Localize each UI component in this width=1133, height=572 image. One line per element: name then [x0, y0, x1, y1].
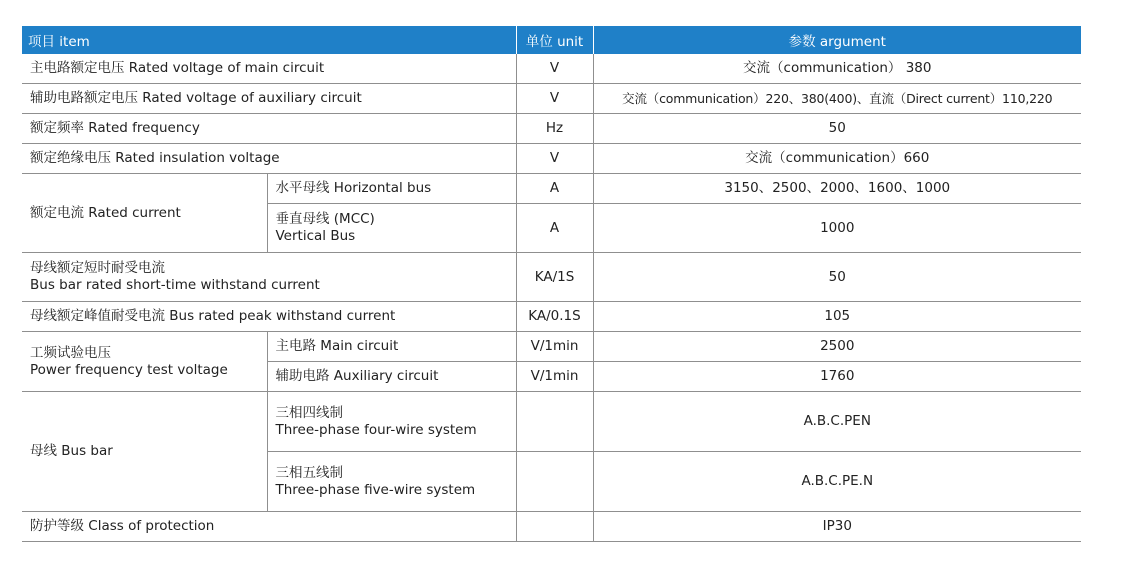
unit-cell — [516, 452, 593, 512]
value-cell: 交流（communication）220、380(400)、直流（Direct current）110,220 — [593, 84, 1081, 114]
unit-cell: A — [516, 204, 593, 253]
item-line: 母线额定短时耐受电流 — [30, 260, 165, 276]
value-cell: 50 — [593, 114, 1081, 144]
sub-item-cell: 主电路 Main circuit — [267, 332, 516, 362]
value-cell: 105 — [593, 302, 1081, 332]
value-cell: 交流（communication） 380 — [593, 54, 1081, 84]
table-row — [22, 144, 1081, 174]
value-cell: 2500 — [593, 332, 1081, 362]
table-row — [22, 84, 1081, 114]
value-cell: IP30 — [593, 512, 1081, 542]
unit-cell: A — [516, 174, 593, 204]
table-row — [22, 114, 1081, 144]
item-line: Power frequency test voltage — [30, 361, 228, 378]
value-cell: A.B.C.PE.N — [593, 452, 1081, 512]
value-cell: 3150、2500、2000、1600、1000 — [593, 174, 1081, 204]
unit-cell: KA/0.1S — [516, 302, 593, 332]
sub-item-cell: 辅助电路 Auxiliary circuit — [267, 362, 516, 392]
value-cell: 1760 — [593, 362, 1081, 392]
unit-cell: V/1min — [516, 362, 593, 392]
table-row — [22, 253, 1081, 302]
item-cell: 辅助电路额定电压 Rated voltage of auxiliary circuit — [22, 84, 516, 114]
item-cell — [22, 253, 516, 302]
table-row — [22, 302, 1081, 332]
sub-item-cell — [267, 452, 516, 512]
value-cell: 1000 — [593, 204, 1081, 253]
unit-cell: Hz — [516, 114, 593, 144]
sub-item-line: Vertical Bus — [275, 228, 356, 244]
table-row — [22, 54, 1081, 84]
item-cell: 额定频率 Rated frequency — [22, 114, 516, 144]
item-cell: 额定绝缘电压 Rated insulation voltage — [22, 144, 516, 174]
item-cell: 母线额定峰值耐受电流 Bus rated peak withstand current — [22, 302, 516, 332]
item-cell: 防护等级 Class of protection — [22, 512, 516, 542]
spec-table — [22, 26, 1081, 542]
unit-cell: V — [516, 144, 593, 174]
sub-item-cell — [267, 392, 516, 452]
sub-item-cell: 水平母线 Horizontal bus — [267, 174, 516, 204]
item-cell: 主电路额定电压 Rated voltage of main circuit — [22, 54, 516, 84]
header-unit: 单位 unit — [516, 26, 593, 54]
sub-item-line: Three-phase five-wire system — [275, 481, 476, 498]
item-cell — [22, 332, 267, 392]
value-cell: 50 — [593, 253, 1081, 302]
value-cell: A.B.C.PEN — [593, 392, 1081, 452]
unit-cell — [516, 392, 593, 452]
item-cell: 母线 Bus bar — [22, 392, 267, 512]
sub-item-cell — [267, 204, 516, 253]
unit-cell: V/1min — [516, 332, 593, 362]
item-line: Bus bar rated short-time withstand current — [30, 277, 320, 293]
sub-item-line: Three-phase four-wire system — [275, 421, 477, 438]
table-row — [22, 174, 1081, 204]
unit-cell — [516, 512, 593, 542]
table-row — [22, 332, 1081, 362]
sub-item-line: 三相五线制 — [275, 464, 343, 481]
table-row — [22, 392, 1081, 452]
unit-cell: V — [516, 84, 593, 114]
value-cell: 交流（communication）660 — [593, 144, 1081, 174]
unit-cell: V — [516, 54, 593, 84]
sub-item-line: 垂直母线 (MCC) — [275, 211, 375, 227]
header-row — [22, 26, 1081, 54]
item-line: 工频试验电压 — [30, 344, 111, 361]
header-item: 项目 item — [22, 26, 516, 54]
unit-cell: KA/1S — [516, 253, 593, 302]
item-cell: 额定电流 Rated current — [22, 174, 267, 253]
header-argument: 参数 argument — [593, 26, 1081, 54]
table-row — [22, 512, 1081, 542]
sub-item-line: 三相四线制 — [275, 404, 343, 421]
